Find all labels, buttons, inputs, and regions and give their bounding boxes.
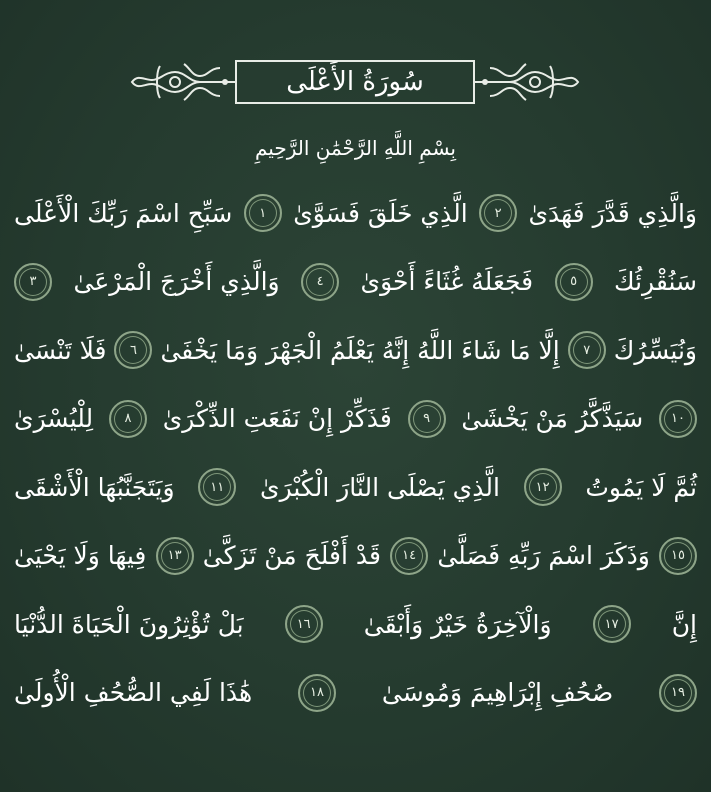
ayah-number-marker: ١٧: [593, 605, 631, 643]
verse-text: سَيَذَّكَّرُ مَنْ يَخْشَىٰ: [461, 404, 644, 433]
verse-line: [14, 319, 697, 381]
verse-text: صُحُفِ إِبْرَاهِيمَ وَمُوسَىٰ: [381, 678, 614, 707]
verse-line: [14, 662, 697, 724]
verse-line: [14, 456, 697, 518]
ayah-number-marker: ٥: [555, 263, 593, 301]
verse-line: [14, 593, 697, 655]
verse-line: [14, 525, 697, 587]
surah-header: [130, 54, 580, 118]
verse-text: بَلْ تُؤْثِرُونَ الْحَيَاةَ الدُّنْيَا: [14, 609, 244, 639]
verse-text: الَّذِي يَصْلَى النَّارَ الْكُبْرَىٰ: [260, 472, 500, 502]
verse-line: [14, 251, 697, 313]
ayah-number-marker: ٢: [479, 194, 517, 232]
verse-text: ثُمَّ لَا يَمُوتُ: [585, 472, 697, 502]
verse-line: [14, 388, 697, 450]
verse-text: إِنَّ: [671, 609, 697, 639]
ayah-number-marker: ١: [244, 194, 282, 232]
ayah-number-marker: ١٢: [524, 468, 562, 506]
verse-text: وَنُيَسِّرُكَ: [613, 335, 697, 365]
verse-text: سَنُقْرِئُكَ: [614, 267, 697, 296]
surah-title-frame: [235, 60, 475, 104]
ayah-number-marker: ١٥: [659, 537, 697, 575]
basmala: بِسْمِ اللَّهِ الرَّحْمَٰنِ الرَّحِيمِ: [254, 136, 456, 160]
verse-text: إِلَّا مَا شَاءَ اللَّهُ إِنَّهُ يَعْلَمُ الْجَهْرَ وَمَا يَخْفَىٰ: [160, 335, 560, 365]
ayah-number-marker: ١٩: [659, 674, 697, 712]
verse-line: [14, 182, 697, 244]
verse-text: وَالْآخِرَةُ خَيْرٌ وَأَبْقَىٰ: [363, 609, 552, 639]
ayah-number-marker: ٤: [301, 263, 339, 301]
verse-text: وَالَّذِي قَدَّرَ فَهَدَىٰ: [528, 198, 697, 228]
ayah-number-marker: ١٠: [659, 400, 697, 438]
ayah-number-marker: ٧: [568, 331, 606, 369]
verse-text: لِلْيُسْرَىٰ: [14, 404, 94, 433]
ayah-number-marker: ١٦: [285, 605, 323, 643]
verse-text: وَذَكَرَ اسْمَ رَبِّهِ فَصَلَّىٰ: [437, 541, 650, 570]
verse-text: فَجَعَلَهُ غُثَاءً أَحْوَىٰ: [360, 267, 534, 296]
verse-text: فَذَكِّرْ إِنْ نَفَعَتِ الذِّكْرَىٰ: [162, 404, 392, 433]
ayah-number-marker: ١٤: [390, 537, 428, 575]
ayah-number-marker: ٩: [408, 400, 446, 438]
verse-text: فَلَا تَنْسَىٰ: [14, 335, 107, 365]
verse-text: الَّذِي خَلَقَ فَسَوَّىٰ: [293, 198, 468, 228]
ayah-number-marker: ١٨: [298, 674, 336, 712]
ayah-number-marker: ٣: [14, 263, 52, 301]
surah-title: سُورَةُ الأَعْلَى: [286, 67, 424, 97]
verse-text: هَٰذَا لَفِي الصُّحُفِ الْأُولَىٰ: [14, 678, 253, 707]
ayah-number-marker: ٨: [109, 400, 147, 438]
verse-text: فِيهَا وَلَا يَحْيَىٰ: [14, 541, 147, 570]
verse-text: سَبِّحِ اسْمَ رَبِّكَ الْأَعْلَى: [14, 198, 233, 228]
ayah-number-marker: ١١: [198, 468, 236, 506]
ayah-number-marker: ٦: [114, 331, 152, 369]
verse-text: قَدْ أَفْلَحَ مَنْ تَزَكَّىٰ: [202, 541, 381, 570]
ayah-number-marker: ١٣: [156, 537, 194, 575]
verse-text: وَالَّذِي أَخْرَجَ الْمَرْعَىٰ: [73, 267, 280, 296]
verse-text: وَيَتَجَنَّبُهَا الْأَشْقَى: [14, 472, 175, 502]
